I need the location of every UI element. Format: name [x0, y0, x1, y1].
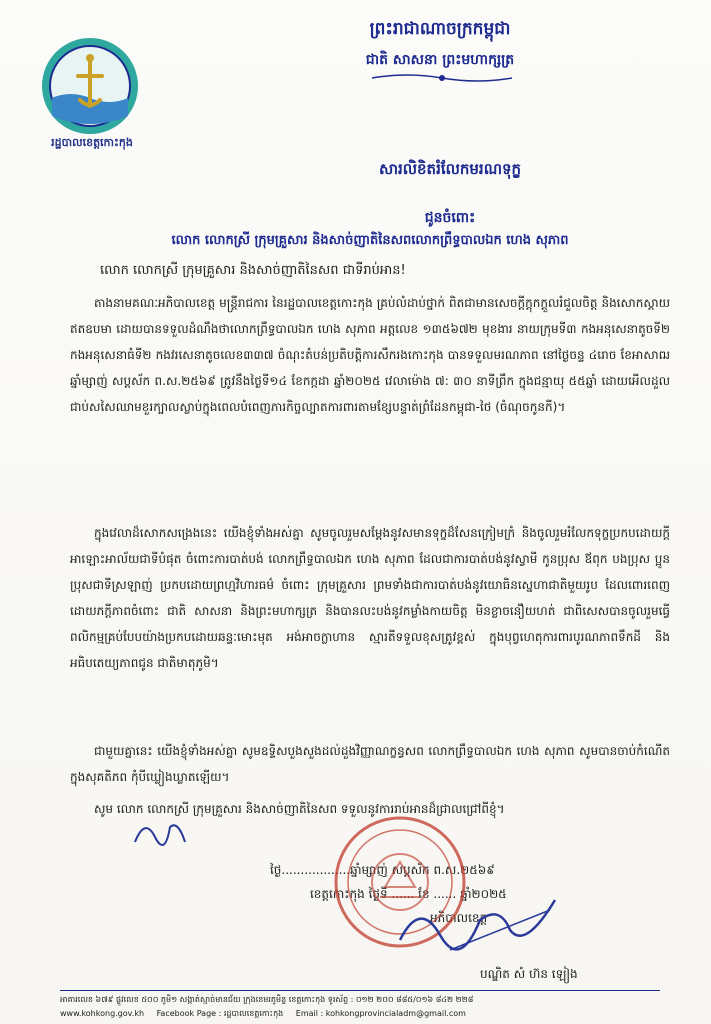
ornament-divider — [372, 72, 512, 84]
small-signature-mark — [130, 812, 190, 852]
kingdom-heading: ព្រះរាជាណាចក្រកម្ពុជា — [369, 19, 511, 39]
solar-date: ខេត្តកោះកុង ថ្ងៃទី ...... ខែ ...... ឆ្នាំ២០២៥ — [310, 887, 507, 901]
document-title: សារលិខិតរំលែកមរណទុក្ខ — [378, 160, 522, 178]
footer-divider — [60, 990, 660, 991]
salutation: លោក លោកស្រី ក្រុមគ្រួសារ និងសាច់ញាតិនៃសព ជាទីរាប់អាន! — [100, 263, 406, 278]
email-address[interactable]: Email : kohkongprovincialadm@gmail.com — [295, 1009, 466, 1018]
addressee-line: លោក លោកស្រី ក្រុមគ្រួសារ និងសាច់ញាតិនៃសពលោកព្រឹទ្ធបាលឯក ហេង សុភាព — [171, 233, 569, 248]
handwritten-signature — [390, 880, 560, 960]
signer-name: បណ្ឌិត សំ ហ៊ន ឡៀង — [480, 967, 578, 981]
body-paragraph: ក្នុងវេលាដ៏សោកសង្រេងនេះ យើងខ្ញុំទាំងអស់គ្នា សូមចូលរួមសម្តែងនូវសមានទុក្ខដ៏សែនក្រៀមក្រំ និងចូលរួមរំលែកទុក្ខប្រកបដោយក្តីអាឡោះអាល័យជាទីបំផុត ចំពោះការបាត់បង់ លោកព្រឹទ្ធបាលឯក ហេង សុភាព ដែលជាការបាត់បង់នូវស្វាមី កូនប្រុស ឪពុក បងប្រុស ប្អូនប្រុសជាទីស្រឡាញ់ ប្រកបដោយព្រហ្មវិហារធម៌ ចំពោះ ក្រុមគ្រួសារ ព្រមទាំងជាការបាត់បង់នូវយោធិនស្នេហាជាតិមួយរូប ដែលពោរពេញដោយភក្តីភាពចំពោះ ជាតិ សាសនា និងព្រះមហាក្សត្រ និងបានលះបង់នូវកម្លាំងកាយចិត្ត មិនខ្លាចនឿយហត់ ជាពិសេសបានចូលរួមធ្វើពលិកម្មគ្រប់បែបយ៉ាងប្រកបដោយឆន្ទៈមោះមុត អង់អាចក្លាហាន ស្មារតីទទួលខុសត្រូវខ្ពស់ ក្នុងបុព្វហេតុការពារបូរណភាពទឹកដី និងអធិបតេយ្យភាពជូន ជាតិមាតុភូមិ។ — [70, 526, 670, 670]
body-paragraph: តាងនាមគណៈអភិបាលខេត្ត មន្ត្រីរាជការ នៃរដ្ឋបាលខេត្តកោះកុង គ្រប់លំដាប់ថ្នាក់ ពិតជាមានសេចក្តីក្តុកក្តួលរំជួលចិត្ត និងសោកស្តាយឥតឧបមា ដោយបានទទួលដំណឹងថាលោកព្រឹទ្ធបាលឯក ហេង សុភាព អត្តលេខ ១៣៥៦៧២ មុខងារ នាយក្រុមទី៣ កងអនុសេនាតូចទី២ កងអនុសេនាធំទី២ កងវរសេនាតូចលេខ៣៣៧ ចំណុះតំបន់ប្រតិបត្តិការសឹករងកោះកុង បានទទួលមរណភាព នៅថ្ងៃចន្ទ ៤រោច ខែអាសាឍ ឆ្នាំម្សាញ់ សប្តស័ក ព.ស.២៥៦៩ ត្រូវនឹងថ្ងៃទី១៤ ខែកក្កដា ឆ្នាំ២០២៥ វេលាម៉ោង ៧: ៣០ នាទីព្រឹក ក្នុងជន្មាយុ ៥៥ឆ្នាំ ដោយអើលដួលជាប់សសៃឈាមខួរក្បាលស្លាប់ក្នុងពេលបំពេញភារកិច្ចល្បាតការពារតាមខ្សែបន្ទាត់ព្រំដែនកម្ពុជា-ថៃ (ចំណុចកូនកី)។ — [70, 296, 670, 414]
body-paragraph: ជាមួយគ្នានេះ យើងខ្ញុំទាំងអស់គ្នា សូមឧទ្ទិសបួងសួងដល់ដួងវិញ្ញាណក្ខន្ធសព លោកព្រឹទ្ធបាលឯក ហេង សុភាព សូមបានចាប់កំណើតក្នុងសុគតិភព កុំបីឃ្លៀងឃ្លាតឡើយ។ — [70, 744, 670, 784]
footer-contacts — [60, 1008, 670, 1020]
national-motto: ជាតិ សាសនា ព្រះមហាក្សត្រ — [365, 52, 515, 68]
body-paragraph: សូម លោក លោកស្រី ក្រុមគ្រួសារ និងសាច់ញាតិនៃសព ទទួលនូវការរាប់អានដ៏ជ្រាលជ្រៅពីខ្ញុំ។ — [94, 802, 505, 816]
facebook-page[interactable]: Facebook Page : រដ្ឋបាលខេត្តកោះកុង — [156, 1009, 284, 1018]
addressee-label: ជូនចំពោះ — [424, 210, 476, 226]
lunar-date: ថ្ងៃ..................ឆ្នាំម្សាញ់ សប្តស័ក ព.ស.២៥៦៩ — [270, 863, 495, 877]
footer-address: អាគារលេខ ៦៧៩ ផ្លូវលេខ ៥០០ ភូមិ១ សង្កាត់ស្មាច់មានជ័យ ក្រុងខេមរភូមិន្ទ ខេត្តកោះកុង ទូរស័ព្ទ : ០១២ ២០០ ៨៨៥/០១៦ ៨៤២ ២២៨ — [60, 995, 474, 1004]
provincial-emblem-logo — [40, 36, 140, 136]
institution-name: រដ្ឋបាលខេត្តកោះកុង — [51, 136, 133, 149]
signer-title: អភិបាលខេត្ត — [430, 911, 488, 925]
website-link[interactable]: www.kohkong.gov.kh — [60, 1009, 145, 1018]
